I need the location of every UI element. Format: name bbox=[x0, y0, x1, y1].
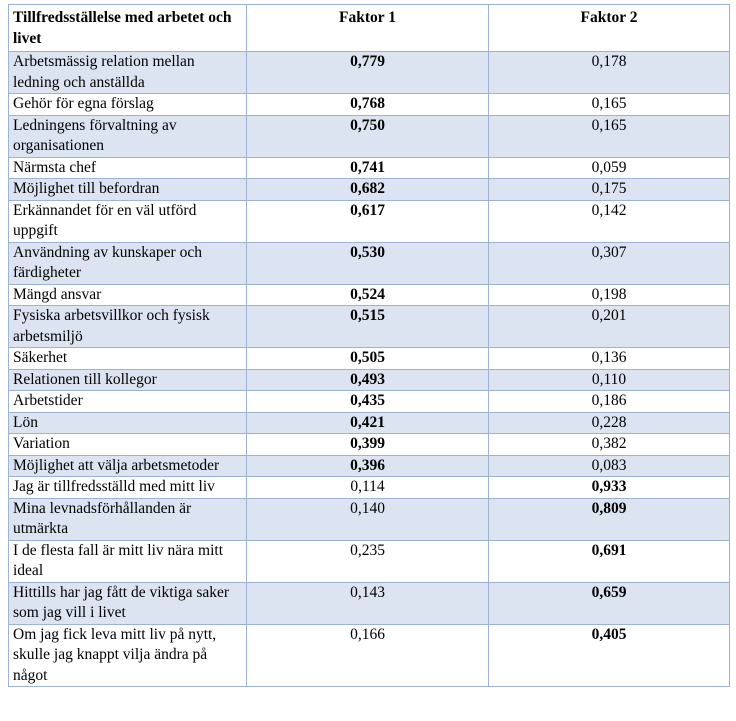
factor-1-value: 0,750 bbox=[247, 115, 489, 157]
row-label: Arbetstider bbox=[9, 391, 247, 413]
table-row bbox=[9, 434, 730, 456]
table-row bbox=[9, 306, 730, 348]
factor-table-container bbox=[8, 4, 730, 687]
factor-2-value: 0,110 bbox=[489, 369, 730, 391]
table-row bbox=[9, 391, 730, 413]
row-label: Variation bbox=[9, 434, 247, 456]
factor-1-value: 0,524 bbox=[247, 284, 489, 306]
factor-2-value: 0,933 bbox=[489, 477, 730, 499]
factor-1-value: 0,779 bbox=[247, 52, 489, 94]
row-label: Gehör för egna förslag bbox=[9, 94, 247, 116]
factor-1-value: 0,143 bbox=[247, 582, 489, 624]
factor-1-value: 0,530 bbox=[247, 242, 489, 284]
row-label: Jag är tillfredsställd med mitt liv bbox=[9, 477, 247, 499]
table-row bbox=[9, 52, 730, 94]
table-row bbox=[9, 200, 730, 242]
factor-2-value: 0,142 bbox=[489, 200, 730, 242]
table-row bbox=[9, 369, 730, 391]
table-row bbox=[9, 284, 730, 306]
row-label: Möjlighet att välja arbetsmetoder bbox=[9, 455, 247, 477]
factor-1-value: 0,421 bbox=[247, 412, 489, 434]
factor-2-value: 0,165 bbox=[489, 94, 730, 116]
row-label: Möjlighet till befordran bbox=[9, 179, 247, 201]
factor-1-value: 0,515 bbox=[247, 306, 489, 348]
row-label: Användning av kunskaper och färdigheter bbox=[9, 242, 247, 284]
factor-1-value: 0,768 bbox=[247, 94, 489, 116]
factor-1-value: 0,235 bbox=[247, 540, 489, 582]
factor-1-value: 0,399 bbox=[247, 434, 489, 456]
factor-2-value: 0,136 bbox=[489, 348, 730, 370]
factor-2-value: 0,175 bbox=[489, 179, 730, 201]
table-body bbox=[9, 52, 730, 687]
table-row bbox=[9, 582, 730, 624]
factor-2-value: 0,201 bbox=[489, 306, 730, 348]
table-row bbox=[9, 498, 730, 540]
factor-2-value: 0,165 bbox=[489, 115, 730, 157]
factor-2-value: 0,405 bbox=[489, 624, 730, 687]
factor-2-value: 0,059 bbox=[489, 157, 730, 179]
row-label: I de flesta fall är mitt liv nära mitt ideal bbox=[9, 540, 247, 582]
header-factor-1: Faktor 1 bbox=[247, 5, 489, 52]
factor-2-value: 0,691 bbox=[489, 540, 730, 582]
table-row bbox=[9, 348, 730, 370]
factor-2-value: 0,178 bbox=[489, 52, 730, 94]
row-label: Om jag fick leva mitt liv på nytt, skulle jag knappt vilja ändra på något bbox=[9, 624, 247, 687]
factor-2-value: 0,809 bbox=[489, 498, 730, 540]
factor-2-value: 0,186 bbox=[489, 391, 730, 413]
row-label: Ledningens förvaltning av organisationen bbox=[9, 115, 247, 157]
header-factor-2: Faktor 2 bbox=[489, 5, 730, 52]
factor-1-value: 0,166 bbox=[247, 624, 489, 687]
row-label: Lön bbox=[9, 412, 247, 434]
factor-1-value: 0,741 bbox=[247, 157, 489, 179]
row-label: Hittills har jag fått de viktiga saker som jag vill i livet bbox=[9, 582, 247, 624]
table-row bbox=[9, 94, 730, 116]
table-row bbox=[9, 412, 730, 434]
factor-1-value: 0,140 bbox=[247, 498, 489, 540]
table-row bbox=[9, 157, 730, 179]
table-row bbox=[9, 179, 730, 201]
factor-1-value: 0,682 bbox=[247, 179, 489, 201]
factor-loadings-table bbox=[8, 4, 730, 687]
row-label: Mina levnadsförhållanden är utmärkta bbox=[9, 498, 247, 540]
table-row bbox=[9, 540, 730, 582]
row-label: Fysiska arbetsvillkor och fysisk arbetsmiljö bbox=[9, 306, 247, 348]
factor-1-value: 0,114 bbox=[247, 477, 489, 499]
table-row bbox=[9, 624, 730, 687]
table-header-row bbox=[9, 5, 730, 52]
factor-2-value: 0,198 bbox=[489, 284, 730, 306]
factor-2-value: 0,228 bbox=[489, 412, 730, 434]
factor-2-value: 0,382 bbox=[489, 434, 730, 456]
row-label: Säkerhet bbox=[9, 348, 247, 370]
factor-1-value: 0,493 bbox=[247, 369, 489, 391]
factor-2-value: 0,307 bbox=[489, 242, 730, 284]
factor-2-value: 0,659 bbox=[489, 582, 730, 624]
table-row bbox=[9, 242, 730, 284]
row-label: Relationen till kollegor bbox=[9, 369, 247, 391]
row-label: Erkännandet för en väl utförd uppgift bbox=[9, 200, 247, 242]
table-row bbox=[9, 455, 730, 477]
factor-1-value: 0,435 bbox=[247, 391, 489, 413]
factor-2-value: 0,083 bbox=[489, 455, 730, 477]
header-item: Tillfredsställelse med arbetet och livet bbox=[9, 5, 247, 52]
table-row bbox=[9, 477, 730, 499]
row-label: Arbetsmässig relation mellan ledning och anställda bbox=[9, 52, 247, 94]
factor-1-value: 0,505 bbox=[247, 348, 489, 370]
row-label: Mängd ansvar bbox=[9, 284, 247, 306]
row-label: Närmsta chef bbox=[9, 157, 247, 179]
factor-1-value: 0,396 bbox=[247, 455, 489, 477]
table-row bbox=[9, 115, 730, 157]
factor-1-value: 0,617 bbox=[247, 200, 489, 242]
